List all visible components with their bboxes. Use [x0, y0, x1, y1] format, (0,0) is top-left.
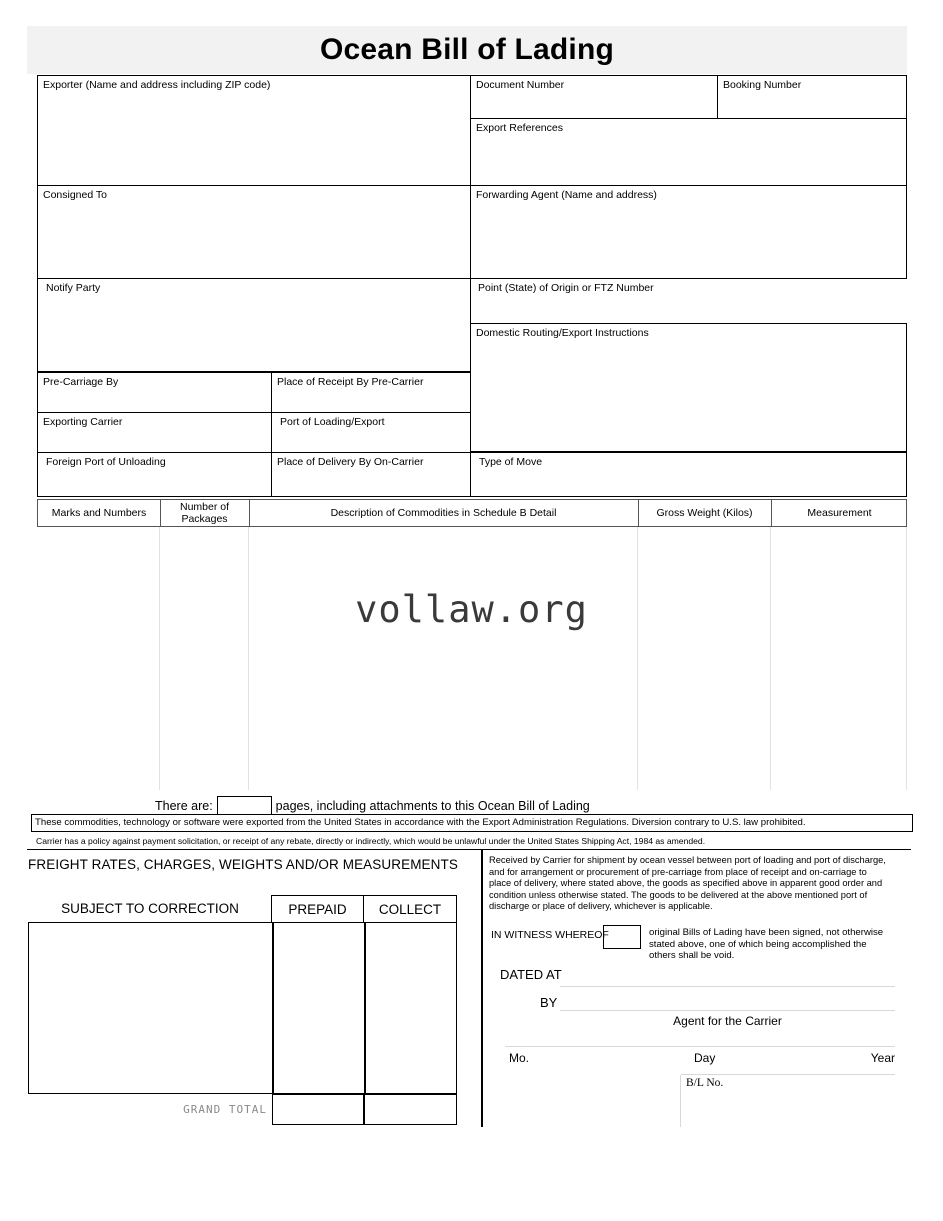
type-of-move-field[interactable]	[470, 452, 907, 497]
pre-carriage-by-field[interactable]	[37, 372, 272, 413]
watermark: vollaw.org	[355, 588, 588, 631]
grand-total-row	[28, 1094, 457, 1125]
place-of-delivery-field[interactable]	[271, 452, 471, 497]
place-of-receipt-label: Place of Receipt By Pre-Carrier	[277, 376, 424, 388]
body-column-rule	[906, 527, 907, 790]
date-fields-row[interactable]	[489, 1051, 895, 1067]
received-by-carrier-text: Received by Carrier for shipment by ocean vessel between port of loading and port of discharge, and for arrangement or procurement of pre-carriage from place of receipt and on-carriage to place of delivery, where stated above, the goods as specified above in apparent good order and condition unless otherwise stated. The goods to be delivered at the above mentioned port of discharge or place of delivery, whichever is applicable.	[489, 855, 886, 912]
in-witness-whereof-suffix: original Bills of Lading have been signed, not otherwise stated above, one of which being accomplished the others shall be void.	[649, 927, 884, 962]
page-title: Ocean Bill of Lading	[319, 33, 615, 66]
forwarding-agent-label: Forwarding Agent (Name and address)	[476, 189, 657, 201]
grand-total-label: GRAND TOTAL	[183, 1103, 267, 1116]
point-of-origin-field[interactable]	[470, 279, 907, 323]
domestic-routing-field[interactable]	[470, 323, 907, 452]
port-of-loading-label: Port of Loading/Export	[280, 416, 385, 428]
point-of-origin-label: Point (State) of Origin or FTZ Number	[478, 282, 654, 294]
foreign-port-label: Foreign Port of Unloading	[46, 456, 166, 468]
section-divider	[27, 849, 911, 850]
forwarding-agent-field[interactable]	[470, 185, 907, 279]
column-header-marks: Marks and Numbers	[51, 507, 147, 519]
dated-at-input[interactable]	[560, 961, 895, 987]
consigned-to-label: Consigned To	[43, 189, 108, 201]
collect-column-header: COLLECT	[363, 895, 457, 923]
prepaid-column-header: PREPAID	[271, 895, 364, 923]
month-label: Mo.	[509, 1051, 530, 1065]
agent-for-carrier-label: Agent for the Carrier	[673, 1014, 782, 1028]
commodity-table-header	[37, 499, 907, 527]
date-fields-rule	[505, 1046, 895, 1047]
packages-line-1: Number of	[179, 501, 230, 513]
title-band	[27, 26, 907, 74]
pages-count-line	[155, 796, 590, 815]
exporting-carrier-label: Exporting Carrier	[43, 416, 123, 428]
booking-number-label: Booking Number	[723, 79, 802, 91]
notify-party-label: Notify Party	[46, 282, 101, 294]
body-column-rule	[248, 527, 249, 790]
port-of-loading-field[interactable]	[271, 412, 471, 453]
subject-to-correction-label: SUBJECT TO CORRECTION	[61, 901, 239, 916]
bl-number-left-rule	[680, 1075, 681, 1127]
packages-line-2: Packages	[181, 513, 228, 525]
column-header-measurement: Measurement	[807, 507, 872, 519]
charges-column-divider	[272, 923, 274, 1093]
charges-column-divider	[364, 923, 366, 1093]
booking-number-field[interactable]	[717, 75, 907, 119]
grand-total-collect-cell[interactable]	[364, 1094, 457, 1125]
column-header-gross-weight: Gross Weight (Kilos)	[656, 507, 753, 519]
day-label: Day	[694, 1051, 716, 1065]
domestic-routing-label: Domestic Routing/Export Instructions	[476, 327, 649, 339]
there-are-suffix: pages, including attachments to this Ocean Bill of Lading	[275, 798, 590, 813]
there-are-prefix: There are:	[155, 798, 213, 813]
export-control-statement: These commodities, technology or software were exported from the United States in accordance with the Export Administration Regulations. Diversion contrary to U.S. law prohibited.	[31, 814, 913, 832]
foreign-port-field[interactable]	[37, 452, 272, 497]
consigned-to-field[interactable]	[37, 185, 471, 279]
export-references-label: Export References	[476, 122, 563, 134]
dated-at-label: DATED AT	[500, 967, 562, 982]
type-of-move-label: Type of Move	[479, 456, 543, 468]
by-signature-input[interactable]	[560, 988, 895, 1011]
commodity-table-body[interactable]	[37, 527, 907, 790]
year-label: Year	[870, 1051, 895, 1065]
body-column-rule	[770, 527, 771, 790]
pages-count-input[interactable]	[217, 796, 272, 815]
export-references-field[interactable]	[470, 118, 907, 186]
carrier-policy-statement: Carrier has a policy against payment solicitation, or receipt of any rebate, directly or indirectly, which would be unlawful under the United States Shipping Act, 1984 as amended.	[36, 836, 706, 846]
column-header-description: Description of Commodities in Schedule B Detail	[330, 507, 557, 519]
bottom-vertical-divider	[481, 850, 483, 1127]
body-column-rule	[637, 527, 638, 790]
freight-section-title: FREIGHT RATES, CHARGES, WEIGHTS AND/OR MEASUREMENTS	[28, 857, 458, 872]
body-column-rule	[159, 527, 160, 790]
in-witness-whereof-label: IN WITNESS WHEREOF	[491, 929, 609, 941]
column-header-packages	[160, 500, 249, 526]
bl-number-label: B/L No.	[686, 1077, 724, 1089]
bl-number-field[interactable]	[680, 1075, 894, 1127]
exporting-carrier-field[interactable]	[37, 412, 272, 453]
place-of-delivery-label: Place of Delivery By On-Carrier	[277, 456, 424, 468]
originals-count-input[interactable]	[603, 925, 641, 949]
pre-carriage-by-label: Pre-Carriage By	[43, 376, 119, 388]
grand-total-prepaid-cell[interactable]	[272, 1094, 364, 1125]
exporter-field[interactable]	[37, 75, 471, 186]
by-label: BY	[540, 995, 558, 1010]
notify-party-field[interactable]	[37, 278, 471, 372]
exporter-label: Exporter (Name and address including ZIP code)	[43, 79, 271, 91]
document-number-label: Document Number	[476, 79, 565, 91]
document-number-field[interactable]	[470, 75, 718, 119]
freight-charges-body[interactable]	[28, 922, 457, 1094]
place-of-receipt-field[interactable]	[271, 372, 471, 413]
